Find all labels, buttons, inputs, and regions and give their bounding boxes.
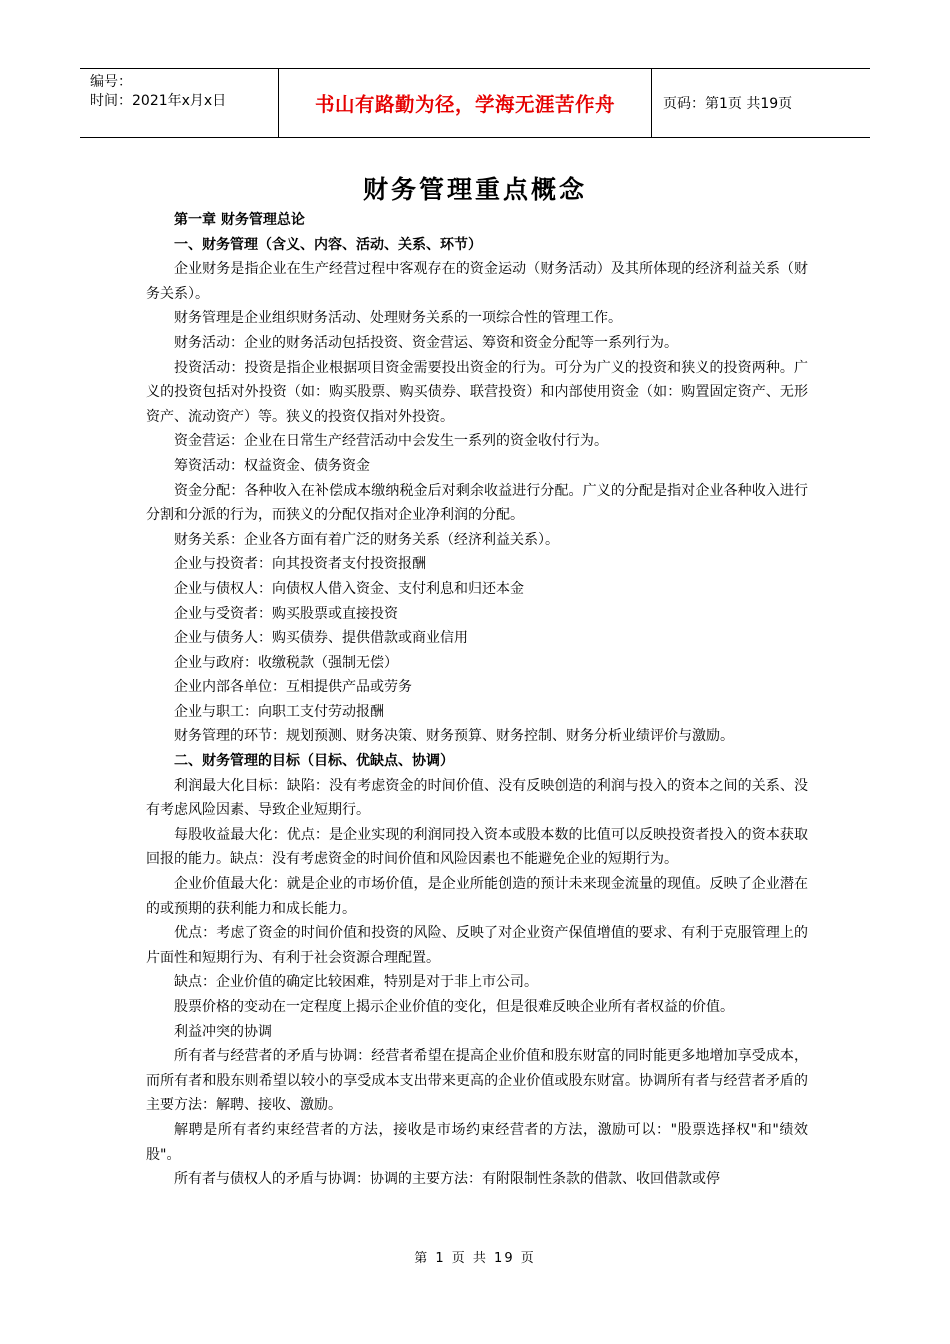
number-label: 编号： bbox=[90, 74, 132, 90]
header-page-label: 页码：第1页 共19页 bbox=[663, 96, 793, 112]
section-heading: 二、财务管理的目标（目标、优缺点、协调） bbox=[174, 753, 454, 770]
paragraph: 企业价值最大化：就是企业的市场价值，是企业所能创造的预计未来现金流量的现值。反映了企业潜在的或预期的获利能力和成长能力。 bbox=[146, 876, 808, 917]
paragraph: 企业与受资者：购买股票或直接投资 bbox=[174, 605, 398, 622]
paragraph: 企业与政府：收缴税款（强制无偿） bbox=[174, 654, 398, 671]
paragraph: 解聘是所有者约束经营者的方法，接收是市场约束经营者的方法，激励可以："股票选择权"和"绩效股"。 bbox=[146, 1121, 808, 1163]
paragraph: 利益冲突的协调 bbox=[174, 1023, 272, 1040]
paragraph: 每股收益最大化：优点：是企业实现的利润同投入资本或股本数的比值可以反映投资者投入的资本获取回报的能力。缺点：没有考虑资金的时间价值和风险因素也不能避免企业的短期行为。 bbox=[146, 826, 808, 868]
paragraph: 股票价格的变动在一定程度上揭示企业价值的变化，但是很难反映企业所有者权益的价值。 bbox=[174, 999, 734, 1015]
paragraph: 优点：考虑了资金的时间价值和投资的风险、反映了对企业资产保值增值的要求、有利于克服管理上的片面性和短期行为、有利于社会资源合理配置。 bbox=[146, 925, 808, 966]
paragraph: 财务管理是企业组织财务活动、处理财务关系的一项综合性的管理工作。 bbox=[174, 310, 622, 327]
page-footer: 第 1 页 共 19 页 bbox=[414, 1251, 536, 1266]
paragraph: 财务关系：企业各方面有着广泛的财务关系（经济利益关系）。 bbox=[174, 531, 559, 548]
paragraph: 企业与债务人：购买债券、提供借款或商业信用 bbox=[174, 630, 468, 647]
paragraph: 资金营运：企业在日常生产经营活动中会发生一系列的资金收付行为。 bbox=[174, 433, 608, 450]
document-title: 财务管理重点概念 bbox=[362, 175, 587, 204]
paragraph: 企业与投资者：向其投资者支付投资报酬 bbox=[174, 556, 426, 573]
chapter-heading: 第一章 财务管理总论 bbox=[174, 212, 305, 228]
paragraph: 企业财务是指企业在生产经营过程中客观存在的资金运动（财务活动）及其所体现的经济利益关系（财务关系）。 bbox=[146, 261, 808, 302]
paragraph: 企业内部各单位：互相提供产品或劳务 bbox=[174, 679, 412, 696]
document-body bbox=[146, 208, 808, 1192]
time-label: 时间：2021年x月x日 bbox=[90, 93, 227, 109]
paragraph: 财务活动：企业的财务活动包括投资、资金营运、筹资和资金分配等一系列行为。 bbox=[174, 334, 678, 351]
header-info-cell bbox=[80, 69, 279, 137]
paragraph: 筹资活动：权益资金、债务资金 bbox=[174, 457, 370, 474]
paragraph: 企业与债权人：向债权人借入资金、支付利息和归还本金 bbox=[174, 580, 524, 597]
paragraph: 投资活动：投资是指企业根据项目资金需要投出资金的行为。可分为广义的投资和狭义的投资两种。广义的投资包括对外投资（如：购买股票、购买债券、联营投资）和内部使用资金（如：购置固定资产、无形资产、流动资产）等。狭义的投资仅指对外投资。 bbox=[146, 359, 808, 425]
paragraph: 财务管理的环节：规划预测、财务决策、财务预算、财务控制、财务分析业绩评价与激励。 bbox=[174, 728, 734, 745]
header-table bbox=[80, 68, 870, 138]
paragraph: 所有者与经营者的矛盾与协调：经营者希望在提高企业价值和股东财富的同时能更多地增加享受成本，而所有者和股东则希望以较小的享受成本支出带来更高的企业价值或股东财富。协调所有者与经营者矛盾的主要方法：解聘、接收、激励。 bbox=[146, 1048, 808, 1114]
paragraph: 缺点：企业价值的确定比较困难，特别是对于非上市公司。 bbox=[174, 974, 538, 991]
header-motto: 书山有路勤为径，学海无涯苦作舟 bbox=[279, 69, 652, 137]
paragraph: 所有者与债权人的矛盾与协调：协调的主要方法：有附限制性条款的借款、收回借款或停 bbox=[174, 1171, 720, 1188]
paragraph: 企业与职工：向职工支付劳动报酬 bbox=[174, 703, 384, 720]
section-heading: 一、财务管理（含义、内容、活动、关系、环节） bbox=[174, 236, 482, 253]
paragraph: 利润最大化目标：缺陷：没有考虑资金的时间价值、没有反映创造的利润与投入的资本之间的关系、没有考虑风险因素、导致企业短期行。 bbox=[146, 777, 808, 819]
paragraph: 资金分配：各种收入在补偿成本缴纳税金后对剩余收益进行分配。广义的分配是指对企业各种收入进行分割和分派的行为，而狭义的分配仅指对企业净利润的分配。 bbox=[146, 482, 808, 524]
